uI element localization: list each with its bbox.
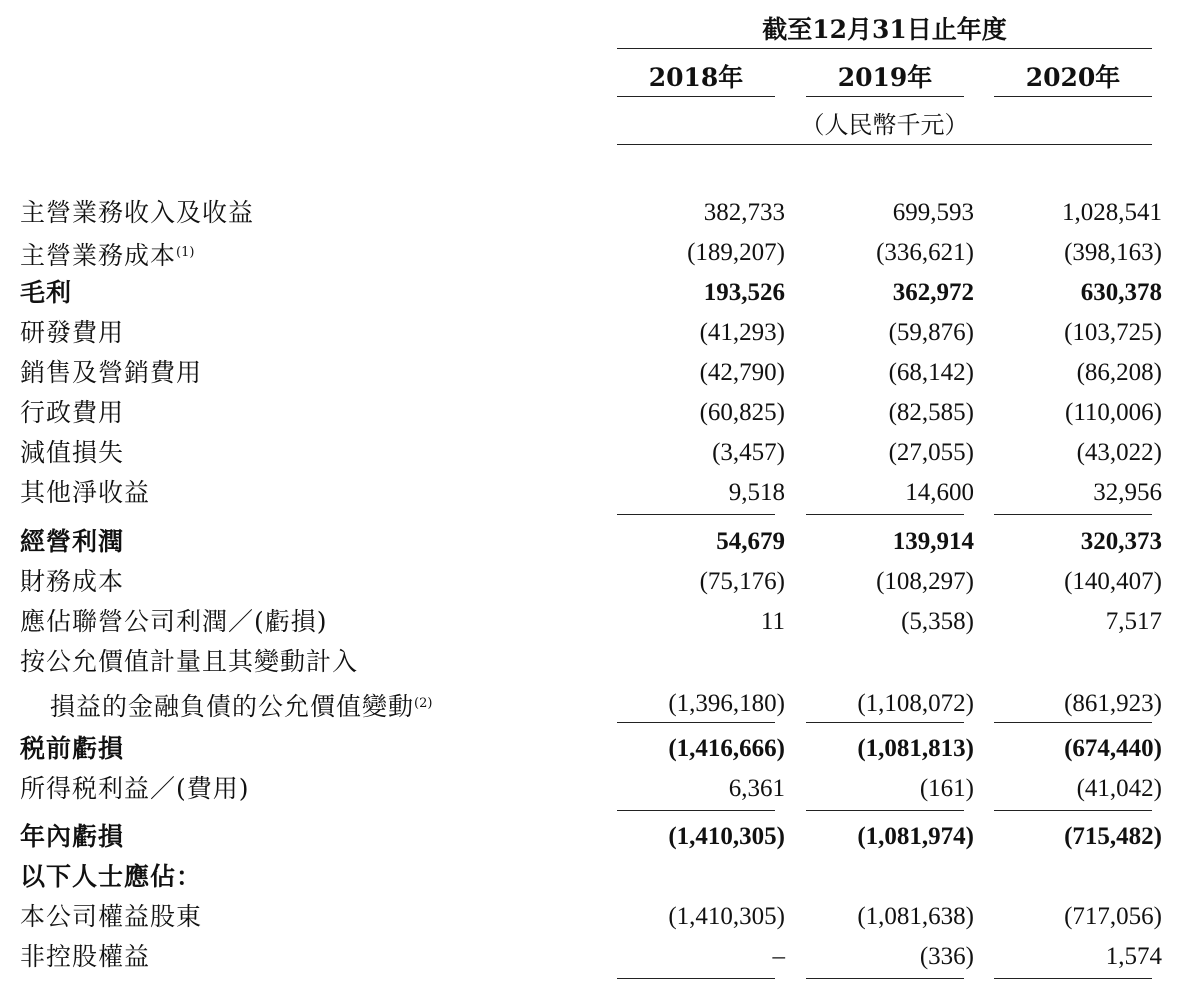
value-2018: 11 xyxy=(760,608,785,635)
value-2018: 382,733 xyxy=(703,199,785,226)
subtotal-rule xyxy=(994,810,1152,811)
subtotal-rule xyxy=(617,514,775,515)
footnote-marker: (2) xyxy=(414,696,433,711)
row-label: 財務成本 xyxy=(20,567,125,596)
value-2019: (161) xyxy=(919,775,974,802)
row-label: 損益的金融負債的公允價值變動$^{(2)}$ xyxy=(50,692,433,721)
row-label: 主營業務收入及收益 xyxy=(20,198,255,227)
value-2019: (68,142) xyxy=(888,359,974,386)
row-label: 年內虧損 xyxy=(20,822,125,851)
row-label: 應佔聯營公司利潤／(虧損) xyxy=(20,607,328,636)
value-2019: (336) xyxy=(919,943,974,970)
value-2018: (42,790) xyxy=(699,359,785,386)
table-row xyxy=(0,939,1186,975)
year-header-2020: 2020年 xyxy=(994,60,1152,97)
value-2019: (1,081,813) xyxy=(857,735,974,762)
footnote-marker: (1) xyxy=(176,245,195,260)
year-header-2018: 2018年 xyxy=(617,60,775,97)
value-2020: (861,923) xyxy=(1064,690,1162,717)
total-rule xyxy=(806,978,964,979)
subtotal-rule xyxy=(806,514,964,515)
value-2019: (59,876) xyxy=(888,319,974,346)
value-2019: (5,358) xyxy=(901,608,974,635)
value-2018: (60,825) xyxy=(699,399,785,426)
value-2020: 320,373 xyxy=(1080,528,1162,555)
subtotal-rule xyxy=(806,722,964,723)
row-label: 主營業務成本$^{(1)}$ xyxy=(20,241,195,270)
value-2019: (1,108,072) xyxy=(857,690,974,717)
row-label: 非控股權益 xyxy=(20,942,151,971)
value-2020: 1,574 xyxy=(1105,943,1162,970)
value-2018: (75,176) xyxy=(699,568,785,595)
value-2020: (715,482) xyxy=(1064,823,1162,850)
value-2020: (110,006) xyxy=(1065,399,1162,426)
value-2020: (674,440) xyxy=(1064,735,1162,762)
row-label: 其他淨收益 xyxy=(20,478,151,507)
table-row-operating-profit xyxy=(0,524,1186,560)
value-2019: 699,593 xyxy=(892,199,974,226)
currency-unit: （人民幣千元） xyxy=(617,106,1152,145)
value-2019: (1,081,638) xyxy=(857,903,974,930)
year-header-2019: 2019年 xyxy=(806,60,964,97)
value-2018: (3,457) xyxy=(712,439,785,466)
value-2019: (27,055) xyxy=(888,439,974,466)
row-label: 按公允價值計量且其變動計入 xyxy=(20,647,359,676)
table-row-loss-before-tax xyxy=(0,731,1186,767)
value-2019: 362,972 xyxy=(892,279,974,306)
subtotal-rule xyxy=(617,810,775,811)
table-row xyxy=(0,315,1186,351)
value-2018: (41,293) xyxy=(699,319,785,346)
table-row-loss-for-year xyxy=(0,819,1186,855)
value-2018: 6,361 xyxy=(728,775,785,802)
value-2019: (108,297) xyxy=(876,568,974,595)
row-label: 減值損失 xyxy=(20,438,125,467)
value-2020: (86,208) xyxy=(1076,359,1162,386)
value-2018: (1,396,180) xyxy=(668,690,785,717)
value-2020: (140,407) xyxy=(1064,568,1162,595)
value-2018: – xyxy=(772,943,785,970)
value-2019: (336,621) xyxy=(876,239,974,266)
row-label: 毛利 xyxy=(20,278,73,307)
row-label: 税前虧損 xyxy=(20,734,125,763)
value-2020: 630,378 xyxy=(1080,279,1162,306)
value-2019: (1,081,974) xyxy=(857,823,974,850)
table-row-gross-profit xyxy=(0,275,1186,311)
value-2018: 193,526 xyxy=(703,279,785,306)
value-2018: 54,679 xyxy=(716,528,785,555)
value-2018: 9,518 xyxy=(728,479,785,506)
table-row xyxy=(0,235,1186,271)
row-label: 研發費用 xyxy=(20,318,125,347)
row-label: 本公司權益股東 xyxy=(20,902,203,931)
table-row xyxy=(0,564,1186,600)
value-2020: (398,163) xyxy=(1064,239,1162,266)
table-row xyxy=(0,604,1186,640)
value-2018: (1,410,305) xyxy=(668,823,785,850)
value-2020: (717,056) xyxy=(1064,903,1162,930)
value-2019: (82,585) xyxy=(888,399,974,426)
subtotal-rule xyxy=(806,810,964,811)
row-label: 以下人士應佔： xyxy=(20,862,203,891)
row-label: 經營利潤 xyxy=(20,527,125,556)
row-label: 銷售及營銷費用 xyxy=(20,358,203,387)
value-2020: (43,022) xyxy=(1076,439,1162,466)
total-rule xyxy=(617,978,775,979)
subtotal-rule xyxy=(617,722,775,723)
value-2018: (1,410,305) xyxy=(668,903,785,930)
table-row xyxy=(0,435,1186,471)
table-row xyxy=(0,899,1186,935)
table-row xyxy=(0,355,1186,391)
subtotal-rule xyxy=(994,514,1152,515)
total-rule xyxy=(994,978,1152,979)
value-2020: 7,517 xyxy=(1105,608,1162,635)
row-label: 行政費用 xyxy=(20,398,125,427)
table-row xyxy=(0,686,1186,722)
value-2020: (41,042) xyxy=(1076,775,1162,802)
subtotal-rule xyxy=(994,722,1152,723)
value-2020: 1,028,541 xyxy=(1062,199,1162,226)
value-2020: 32,956 xyxy=(1093,479,1162,506)
table-row xyxy=(0,475,1186,511)
value-2018: (189,207) xyxy=(687,239,785,266)
table-row xyxy=(0,644,1186,680)
table-row xyxy=(0,195,1186,231)
row-label: 所得税利益／(費用) xyxy=(20,774,250,803)
table-row xyxy=(0,395,1186,431)
period-header: 截至12月31日止年度 xyxy=(617,12,1152,49)
value-2019: 14,600 xyxy=(905,479,974,506)
value-2020: (103,725) xyxy=(1064,319,1162,346)
table-row-attributable-heading xyxy=(0,859,1186,895)
value-2018: (1,416,666) xyxy=(668,735,785,762)
value-2019: 139,914 xyxy=(892,528,974,555)
table-row xyxy=(0,771,1186,807)
